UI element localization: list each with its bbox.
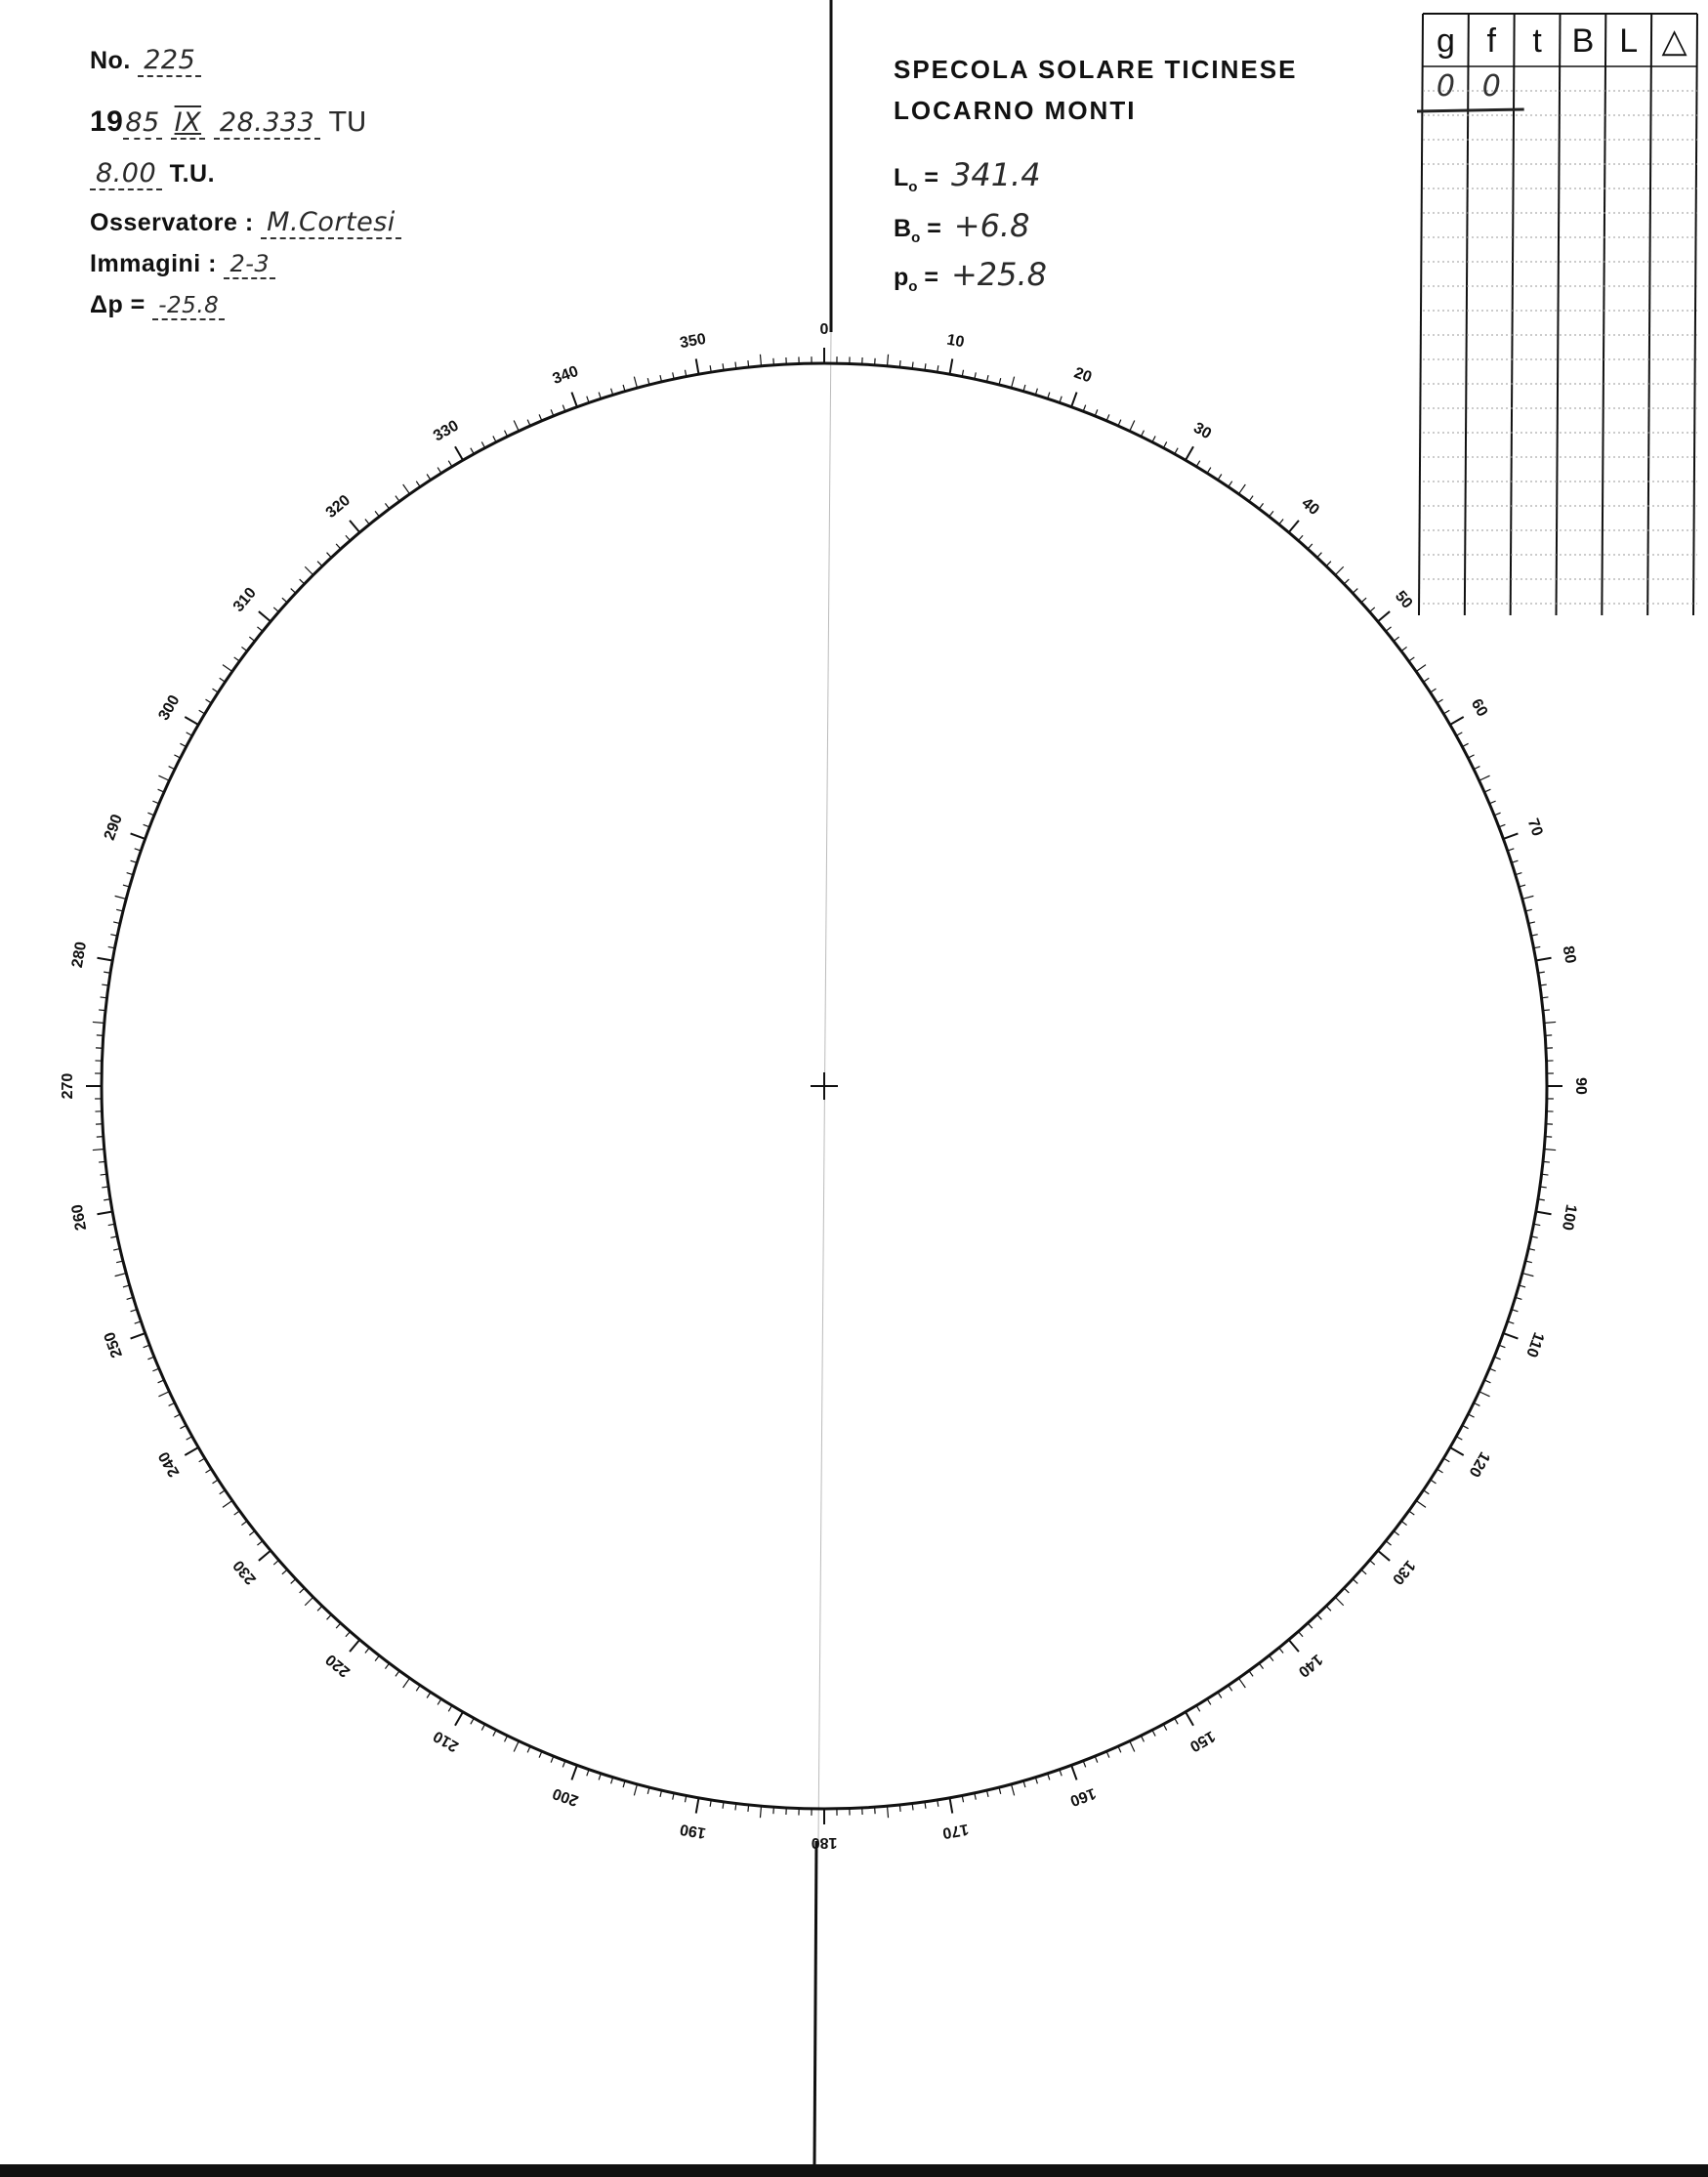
p0-label: p <box>894 264 909 291</box>
table-column-border <box>1511 14 1515 615</box>
L0-label: L <box>894 164 909 191</box>
date-prefix: 19 <box>90 105 124 138</box>
degree-label-290: 290 <box>101 812 126 843</box>
table-header-0: g <box>1436 22 1455 60</box>
time-label: T.U. <box>169 160 216 188</box>
bottom-edge-bar <box>0 2164 1708 2177</box>
degree-label-240: 240 <box>155 1448 184 1480</box>
delta-p-label: Δp = <box>90 291 146 318</box>
degree-label-60: 60 <box>1467 695 1491 720</box>
degree-label-90: 90 <box>1571 1077 1589 1095</box>
delta-p-value[interactable]: -25.8 <box>152 293 225 320</box>
time-value[interactable]: 8.00 <box>90 158 162 190</box>
degree-label-160: 160 <box>1067 1784 1099 1810</box>
number-value[interactable]: 225 <box>138 45 201 77</box>
degree-label-320: 320 <box>322 491 354 522</box>
B0-sub: o <box>911 230 921 246</box>
B0-label: B <box>894 215 912 242</box>
table-cell[interactable]: 0 <box>1481 69 1501 104</box>
table-column-border <box>1693 14 1697 615</box>
ephemeris-B0: $B_o = +6.8$ <box>894 207 1030 246</box>
degree-label-130: 130 <box>1389 1556 1419 1588</box>
observer-value[interactable]: M.Cortesi <box>261 207 401 239</box>
degree-label-200: 200 <box>550 1784 581 1810</box>
table-cell[interactable]: 0 <box>1436 69 1455 104</box>
institution-line-1: SPECOLA SOLARE TICINESE <box>894 55 1298 84</box>
degree-label-180: 180 <box>811 1833 838 1851</box>
degree-label-350: 350 <box>678 330 708 353</box>
table-column-border <box>1419 14 1423 615</box>
number-label: No. <box>90 47 131 74</box>
degree-label-330: 330 <box>431 417 462 445</box>
degree-label-140: 140 <box>1294 1651 1326 1681</box>
spot-table-header <box>1437 22 1688 60</box>
table-column-border <box>1647 14 1651 615</box>
degree-label-120: 120 <box>1465 1448 1493 1480</box>
date-year[interactable]: 85 <box>125 107 160 138</box>
degree-label-340: 340 <box>550 362 581 388</box>
observer-label: Osservatore : <box>90 209 254 236</box>
table-header-2: t <box>1532 22 1542 60</box>
degree-label-80: 80 <box>1559 944 1579 965</box>
degree-label-170: 170 <box>940 1820 971 1842</box>
table-column-border <box>1602 14 1605 615</box>
degree-label-310: 310 <box>229 584 260 616</box>
degree-label-50: 50 <box>1391 588 1416 612</box>
degree-label-230: 230 <box>229 1556 260 1588</box>
degree-label-70: 70 <box>1523 816 1546 839</box>
degree-label-0: 0 <box>819 321 829 339</box>
degree-label-270: 270 <box>60 1072 77 1100</box>
date-suffix: TU <box>329 105 367 138</box>
table-column-border <box>1465 14 1469 615</box>
B0-value[interactable]: +6.8 <box>953 207 1030 244</box>
degree-label-30: 30 <box>1190 419 1215 443</box>
table-header-1: f <box>1486 22 1496 60</box>
degree-label-190: 190 <box>678 1820 708 1842</box>
images-label: Immagini : <box>90 250 218 277</box>
ephemeris-L0: $L_o = 341.4$ <box>894 156 1041 195</box>
degree-label-20: 20 <box>1071 364 1095 387</box>
date-day[interactable]: 28.333 <box>214 107 320 140</box>
spot-table-grid <box>1417 14 1697 615</box>
degree-label-220: 220 <box>322 1651 354 1681</box>
ephemeris-p0: $p_o = +25.8$ <box>894 256 1048 295</box>
table-header-4: L <box>1619 22 1639 60</box>
degree-label-210: 210 <box>431 1727 462 1755</box>
table-column-border <box>1557 14 1561 615</box>
degree-label-260: 260 <box>68 1202 91 1233</box>
date-month[interactable]: IX <box>171 107 205 140</box>
degree-label-300: 300 <box>155 692 184 724</box>
degree-label-150: 150 <box>1187 1727 1218 1755</box>
degree-label-110: 110 <box>1522 1329 1547 1360</box>
table-header-3: B <box>1571 22 1595 60</box>
degree-label-40: 40 <box>1298 494 1322 520</box>
institution-line-2: LOCARNO MONTI <box>894 96 1137 125</box>
degree-label-280: 280 <box>68 940 91 970</box>
L0-sub: o <box>908 179 918 195</box>
degree-label-100: 100 <box>1558 1202 1580 1233</box>
L0-value[interactable]: 341.4 <box>950 156 1041 193</box>
degree-label-10: 10 <box>945 331 966 352</box>
table-entry-underline <box>1417 109 1524 111</box>
images-value[interactable]: 2-3 <box>224 250 275 279</box>
p0-value[interactable]: +25.8 <box>950 256 1048 293</box>
table-header-5: △ <box>1661 22 1687 60</box>
p0-sub: o <box>908 278 918 295</box>
degree-label-250: 250 <box>101 1329 126 1361</box>
